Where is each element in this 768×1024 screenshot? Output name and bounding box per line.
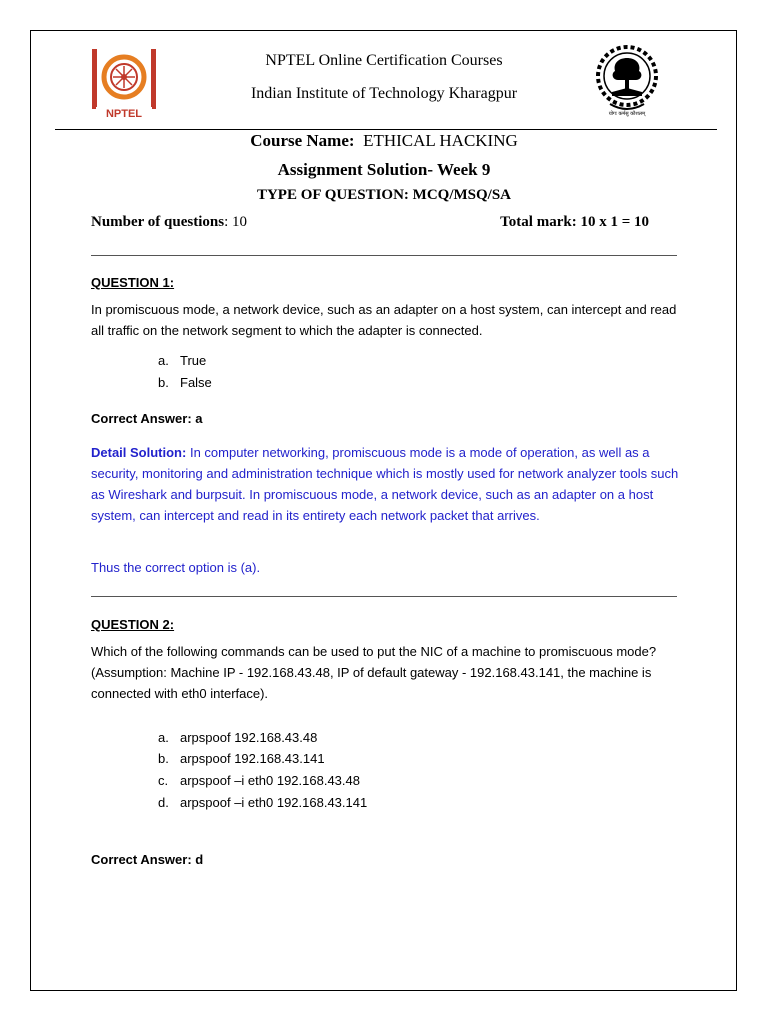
question-1-heading: QUESTION 1:: [91, 275, 175, 290]
iit-kharagpur-logo-icon: [594, 44, 660, 118]
question-1-conclusion: Thus the correct option is (a).: [91, 560, 261, 575]
question-1-option-a: a. True: [158, 353, 207, 368]
number-of-questions: Number of questions: 10: [91, 214, 247, 230]
nptel-logo-text: NPTEL: [105, 108, 143, 120]
question-2-option-a: a. arpspoof 192.168.43.48: [158, 730, 318, 745]
question-1-option-b: b. False: [158, 375, 212, 390]
header-line2: Indian Institute of Technology Kharagpur: [250, 85, 518, 102]
course-name-label: Course Name:: [250, 131, 355, 150]
course-name-value: ETHICAL HACKING: [363, 131, 518, 150]
nptel-logo-icon: [90, 47, 158, 120]
question-1-answer: Correct Answer: a: [91, 411, 203, 426]
question-2-option-d: d. arpspoof –i eth0 192.168.43.141: [158, 795, 368, 810]
separator: [91, 255, 677, 256]
iit-motto-text: योगः कर्मसु कौशलम्: [608, 111, 646, 117]
header-line1: NPTEL Online Certification Courses: [265, 52, 503, 69]
question-1-solution: Detail Solution: In computer networking, promiscuous mode is a mode of operation, as well as a security, monitoring and administration technique which is mostly used for network analyzer tools such as Wireshark and burpsuit. In promiscuous mode, a network device, such as an adapter on a host system, can intercept and read in its entirety each network packet that arrives.: [91, 445, 679, 523]
header-rule: [55, 129, 717, 130]
question-2-option-c: c. arpspoof –i eth0 192.168.43.48: [158, 773, 360, 788]
question-2-option-b: b. arpspoof 192.168.43.141: [158, 751, 325, 766]
separator: [91, 596, 677, 597]
question-2-heading: QUESTION 2:: [91, 617, 175, 632]
question-2-answer: Correct Answer: d: [91, 852, 204, 867]
question-type: TYPE OF QUESTION: MCQ/MSQ/SA: [256, 187, 512, 203]
assignment-title: Assignment Solution- Week 9: [277, 160, 491, 179]
question-1-text: In promiscuous mode, a network device, such as an adapter on a host system, can intercept and read all traffic on the network segment to which the adapter is connected.: [91, 302, 677, 338]
question-2-text: Which of the following commands can be used to put the NIC of a machine to promiscuous mode? (Assumption: Machine IP - 192.168.43.48, IP of default gateway - 192.168.43.141, the machine is connected with eth0 interface).: [91, 644, 657, 701]
total-mark: Total mark: 10 x 1 = 10: [500, 214, 649, 230]
course-name: [140, 131, 628, 151]
